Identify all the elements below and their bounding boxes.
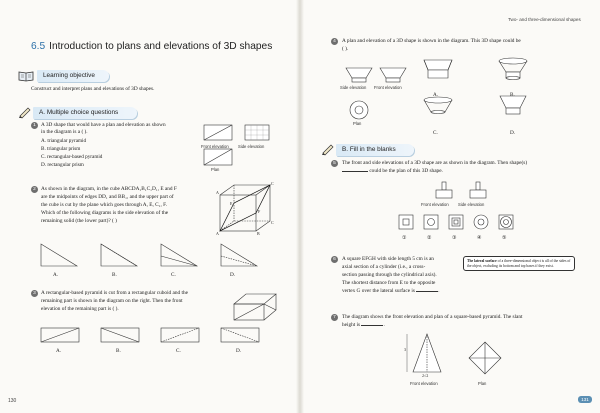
question-4-number: 4: [331, 38, 338, 45]
q5-plan-options: [397, 213, 517, 233]
q5-option-1[interactable]: ①: [402, 235, 407, 241]
pencil-icon: [321, 143, 335, 155]
svg-text:A: A: [216, 231, 219, 236]
q2-choice-diagrams: [39, 242, 271, 270]
question-2-number: 2: [31, 186, 38, 193]
section-title: [31, 41, 272, 52]
q1-option-a[interactable]: A. triangular pyramid: [41, 138, 87, 144]
q2-text-line3: the cube is cut by the plane which goes through A, E, C₁, F.: [41, 202, 168, 208]
part-a-banner: A. Multiple choice questions: [33, 107, 137, 119]
page-header: Two- and three-dimensional shapes: [508, 17, 581, 22]
q5-option-5[interactable]: ⑤: [502, 235, 507, 241]
svg-text:E: E: [230, 201, 233, 206]
q1-option-b[interactable]: B. triangular prism: [41, 146, 81, 152]
q1-text-line1: A 3D shape that would have a plan and elevation as shown: [41, 122, 166, 128]
section-title-text: Introduction to plans and elevations of 3D shapes: [49, 41, 273, 52]
q6-text-line4: The shortest distance from E to the opposite: [342, 280, 436, 286]
q7-pyramid-figure: [401, 332, 521, 382]
q6-text-line1: A square EFGH with side length 5 cm is an: [342, 256, 434, 262]
question-1-number: 1: [31, 122, 38, 129]
q4-choice-b[interactable]: B.: [510, 92, 515, 98]
q3-choice-d[interactable]: D.: [236, 348, 242, 354]
svg-text:A: A: [216, 190, 219, 195]
q2-choice-c[interactable]: C.: [171, 272, 176, 278]
q5-text-line2: could be the plan of this 3D shape.: [369, 168, 443, 174]
q5-text-line1: The front and side elevations of a 3D shape are as shown in the diagram. Then shape(s): [342, 160, 528, 166]
q1-front-elevation-label: Front elevation: [201, 144, 229, 149]
q7-text-line1: The diagram shows the front elevation and plan of a square-based pyramid. The slant: [342, 314, 523, 320]
q3-choice-b[interactable]: B.: [116, 348, 121, 354]
q4-views-figure: [342, 62, 412, 128]
learning-objective-banner: Learning objective: [37, 70, 109, 82]
q4-text-line1: A plan and elevation of a 3D shape is shown in the diagram. This 3D shape could be: [342, 38, 521, 44]
part-b-banner: B. Fill in the blanks: [336, 144, 414, 156]
q2-choice-a[interactable]: A.: [53, 272, 59, 278]
pencil-icon: [18, 106, 32, 118]
q4-text-line2: ( ).: [342, 46, 349, 52]
q4-choice-c[interactable]: C.: [433, 130, 438, 136]
q4-choice-a[interactable]: A.: [433, 92, 439, 98]
q1-plan-label: Plan: [211, 167, 220, 172]
svg-text:C: C: [271, 181, 274, 186]
right-page-number: 131: [578, 396, 592, 403]
q7-plan-label: Plan: [478, 381, 487, 386]
q5-option-3[interactable]: ③: [452, 235, 457, 241]
q1-side-elevation-label: Side elevation: [238, 144, 265, 149]
question-5-number: 5: [331, 160, 338, 167]
q3-text-line3: elevation of the remaining part is ( ).: [41, 306, 119, 312]
lateral-surface-note: [463, 256, 575, 271]
svg-text:C: C: [271, 220, 274, 225]
left-page-number: 130: [8, 398, 17, 404]
q3-choice-diagrams: [39, 326, 271, 346]
q2-choice-d[interactable]: D.: [230, 272, 236, 278]
q7-text-line2: height is: [342, 322, 361, 328]
svg-text:F: F: [258, 209, 261, 214]
q6-text-line5: vertex G over the lateral surface is: [342, 288, 415, 294]
q2-choice-b[interactable]: B.: [112, 272, 117, 278]
note-definition: of a three-dimensional object is all of the sides of the object, excluding its bottom and top bases if they exist.: [467, 259, 571, 268]
q5-option-4[interactable]: ④: [477, 235, 482, 241]
q2-text-line5: remaining solid (the lower part)? ( ): [41, 218, 117, 224]
q7-answer-blank[interactable]: [361, 325, 383, 326]
q4-choice-solids: [418, 56, 558, 136]
learning-objective-text: Construct and interpret plans and elevations of 3D shapes.: [31, 86, 155, 92]
q2-text-line4: Which of the following diagrams is the side elevation of the: [41, 210, 169, 216]
q3-choice-c[interactable]: C.: [176, 348, 181, 354]
q7-base-label: 2√2: [422, 373, 429, 378]
q1-text-line2: in the diagram is a ( ).: [41, 129, 88, 135]
q5-answer-blank[interactable]: [342, 171, 368, 172]
q2-text-line1: As shown in the diagram, in the cube ABCDA₁B₁C₁D₁, E and F: [41, 186, 177, 192]
q7-height-label: 3: [404, 347, 407, 352]
q7-front-elevation-label: Front elevation: [410, 381, 438, 386]
q3-text-line2: remaining part is shown in the diagram on the right. Then the front: [41, 298, 183, 304]
book-gutter: [296, 0, 304, 413]
question-7-number: 7: [331, 314, 338, 321]
q5-option-2[interactable]: ②: [427, 235, 432, 241]
q1-option-c[interactable]: C. rectangular-based pyramid: [41, 154, 103, 160]
q6-text-line3: section passing through the cylindrical axis).: [342, 272, 437, 278]
q2-cube-figure: [216, 183, 274, 235]
q4-choice-d[interactable]: D.: [510, 130, 516, 136]
q3-text-line1: A rectangular-based pyramid is cut from a rectangular cuboid and the: [41, 290, 188, 296]
q4-side-elevation-label: Side elevation: [340, 85, 367, 90]
q6-answer-blank[interactable]: [416, 291, 438, 292]
question-3-number: 3: [31, 290, 38, 297]
q1-option-d[interactable]: D. rectangular prism: [41, 162, 84, 168]
q4-plan-label: Plan: [353, 121, 362, 126]
svg-text:B: B: [257, 231, 260, 236]
q3-choice-a[interactable]: A.: [56, 348, 62, 354]
book-icon: [18, 70, 34, 81]
q6-text-line2: axial section of a cylinder (i.e., a cross-: [342, 264, 426, 270]
q5-side-elevation-label: Side elevation: [458, 202, 485, 207]
q2-text-line2: are the midpoints of edges DD₁ and BB₁, and the upper part of: [41, 194, 174, 200]
q5-front-elevation-label: Front elevation: [421, 202, 449, 207]
q4-front-elevation-label: Front elevation: [374, 85, 402, 90]
q3-solid-figure: [232, 290, 278, 322]
section-number: 6.5: [31, 41, 46, 52]
question-6-number: 6: [331, 256, 338, 263]
note-term: The lateral surface: [467, 259, 497, 263]
